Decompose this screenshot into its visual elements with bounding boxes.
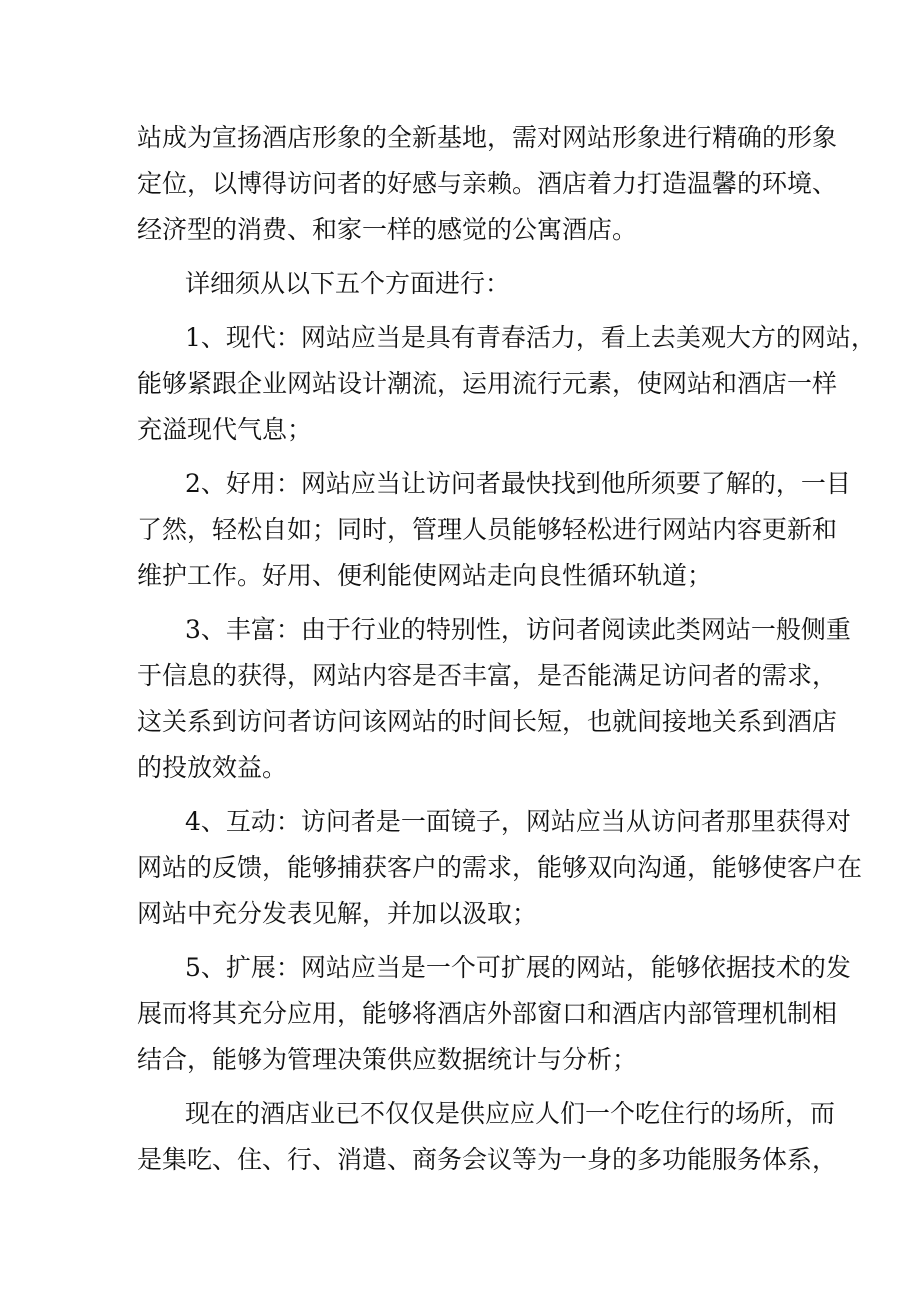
text-line: 结合，能够为管理决策供应数据统计与分析； <box>137 1045 638 1074</box>
text-line: 网站中充分发表见解，并加以汲取； <box>137 899 538 928</box>
text-line: 5、扩展：网站应当是一个可扩展的网站，能够依据技术的发 <box>185 953 851 982</box>
text-line: 了然，轻松自如；同时，管理人员能够轻松进行网站内容更新和 <box>137 515 838 544</box>
text-line: 维护工作。好用、便利能使网站走向良性循环轨道； <box>137 561 713 590</box>
text-line: 3、丰富：由于行业的特别性，访问者阅读此类网站一般侧重 <box>185 615 851 644</box>
text-line: 的投放效益。 <box>137 753 288 782</box>
text-line: 这关系到访问者访问该网站的时间长短，也就间接地关系到酒店 <box>137 707 838 736</box>
text-line: 是集吃、住、行、消遣、商务会议等为一身的多功能服务体系， <box>137 1145 838 1174</box>
text-line: 经济型的消费、和家一样的感觉的公寓酒店。 <box>137 215 638 244</box>
text-line: 充溢现代气息； <box>137 415 313 444</box>
text-line: 详细须从以下五个方面进行： <box>185 269 511 298</box>
text-line: 站成为宣扬酒店形象的全新基地，需对网站形象进行精确的形象 <box>137 123 838 152</box>
text-line: 定位，以博得访问者的好感与亲赖。酒店着力打造温馨的环境、 <box>137 169 838 198</box>
text-line: 4、互动：访问者是一面镜子，网站应当从访问者那里获得对 <box>185 807 851 836</box>
text-line: 于信息的获得，网站内容是否丰富，是否能满足访问者的需求， <box>137 661 838 690</box>
text-line: 能够紧跟企业网站设计潮流，运用流行元素，使网站和酒店一样 <box>137 369 838 398</box>
text-line: 展而将其充分应用，能够将酒店外部窗口和酒店内部管理机制相 <box>137 999 838 1028</box>
text-line: 1、现代：网站应当是具有青春活力，看上去美观大方的网站， <box>185 323 876 352</box>
text-line: 网站的反馈，能够捕获客户的需求，能够双向沟通，能够使客户在 <box>137 853 863 882</box>
text-line: 2、好用：网站应当让访问者最快找到他所须要了解的，一目 <box>185 469 851 498</box>
text-line: 现在的酒店业已不仅仅是供应应人们一个吃住行的场所，而 <box>185 1099 836 1128</box>
